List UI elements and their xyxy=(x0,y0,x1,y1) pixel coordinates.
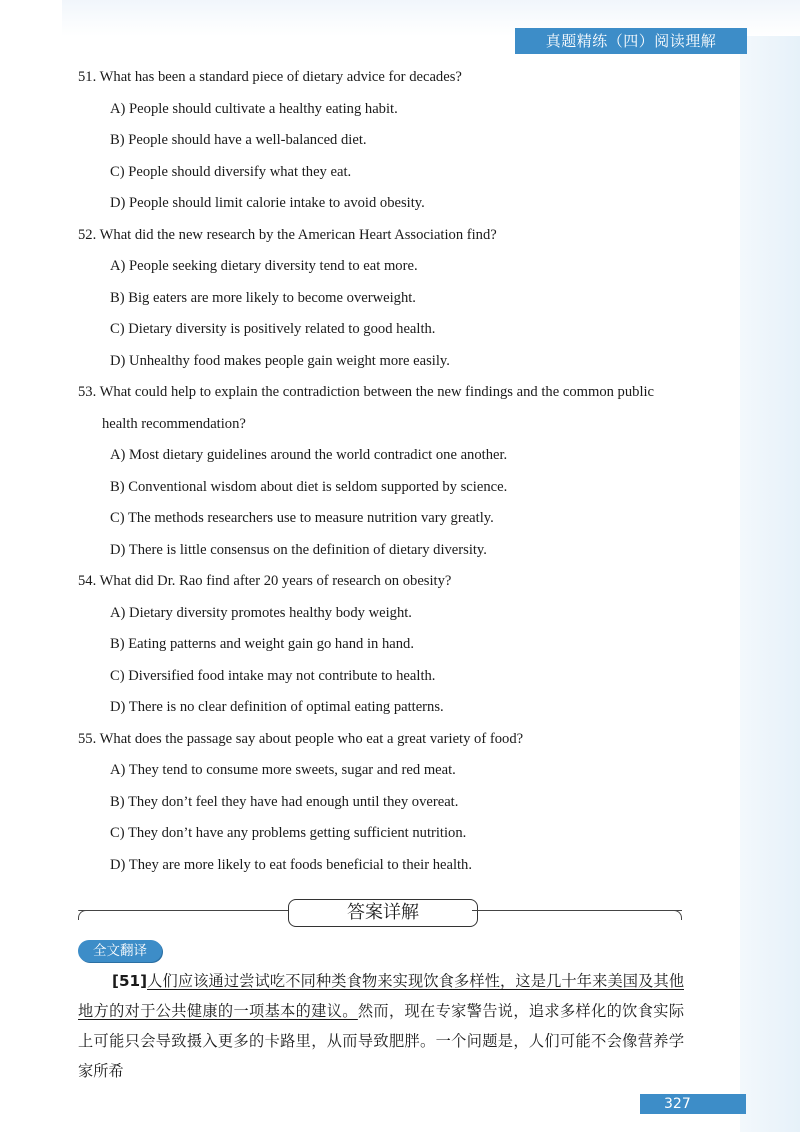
option-d: D) People should limit calorie intake to avoid obesity. xyxy=(110,195,425,211)
question-stem-continued: health recommendation? xyxy=(102,415,246,432)
question-51 xyxy=(78,62,688,220)
question-stem: 53. What could help to explain the contradiction between the new findings and the common public xyxy=(78,384,655,400)
question-55 xyxy=(78,724,688,882)
divider-corner-right xyxy=(674,910,682,920)
option-b: B) Eating patterns and weight gain go hand in hand. xyxy=(110,636,414,652)
option-a: A) They tend to consume more sweets, sugar and red meat. xyxy=(110,762,456,778)
option-b: B) Conventional wisdom about diet is seldom supported by science. xyxy=(110,478,508,495)
option-c: C) People should diversify what they eat. xyxy=(110,163,352,180)
question-stem: 54. What did Dr. Rao find after 20 years of research on obesity? xyxy=(78,573,452,589)
option-a: A) People should cultivate a healthy eating habit. xyxy=(110,100,398,117)
option-c: C) The methods researchers use to measure nutrition vary greatly. xyxy=(110,510,494,526)
chapter-header: 真题精练（四）阅读理解 xyxy=(515,28,747,54)
option-c: C) Diversified food intake may not contribute to health. xyxy=(110,667,436,684)
option-a: A) Most dietary guidelines around the world contradict one another. xyxy=(110,447,508,463)
question-stem: 51. What has been a standard piece of dietary advice for decades? xyxy=(78,69,462,85)
option-b: B) Big eaters are more likely to become overweight. xyxy=(110,289,416,306)
page-number: 327 xyxy=(640,1094,746,1114)
question-list xyxy=(78,62,688,881)
option-b: B) They don’t feel they have had enough until they overeat. xyxy=(110,793,459,810)
underlined-sentence: 人们应该通过尝试吃不同种类食物来实现饮食多样性，这是几十年来美国及其他地方的对于公共健康的一项基本的建议。 xyxy=(78,972,684,1020)
option-d: D) Unhealthy food makes people gain weight more easily. xyxy=(110,352,450,369)
option-c: C) They don’t have any problems getting sufficient nutrition. xyxy=(110,825,467,841)
divider-corner-left xyxy=(78,910,86,920)
option-b: B) People should have a well-balanced diet. xyxy=(110,132,367,148)
translation-text: 然而，现在专家警告说，追求多样化的饮食实际上可能只会导致摄入更多的卡路里，从而导致肥胖。一个问题是，人们可能不会像营养学家所希 xyxy=(78,1002,685,1080)
page-margin-band xyxy=(740,0,800,1132)
question-54 xyxy=(78,566,688,724)
question-stem: 55. What does the passage say about people who eat a great variety of food? xyxy=(78,730,524,747)
paragraph-marker: [51] xyxy=(112,972,148,990)
translation-paragraph xyxy=(78,966,684,1086)
translation-badge: 全文翻译 xyxy=(78,940,162,962)
option-a: A) People seeking dietary diversity tend to eat more. xyxy=(110,258,418,274)
question-53 xyxy=(78,377,688,566)
answer-section-title: 答案详解 xyxy=(288,899,478,927)
option-c: C) Dietary diversity is positively related to good health. xyxy=(110,321,436,337)
option-d: D) There is little consensus on the definition of dietary diversity. xyxy=(110,541,487,558)
divider-line-right xyxy=(472,910,682,911)
divider-line-left xyxy=(78,910,288,911)
question-52 xyxy=(78,220,688,378)
option-d: D) There is no clear definition of optimal eating patterns. xyxy=(110,699,444,715)
option-a: A) Dietary diversity promotes healthy body weight. xyxy=(110,604,412,621)
answer-section-header xyxy=(78,899,682,929)
question-stem: 52. What did the new research by the American Heart Association find? xyxy=(78,226,497,243)
option-d: D) They are more likely to eat foods beneficial to their health. xyxy=(110,856,473,873)
